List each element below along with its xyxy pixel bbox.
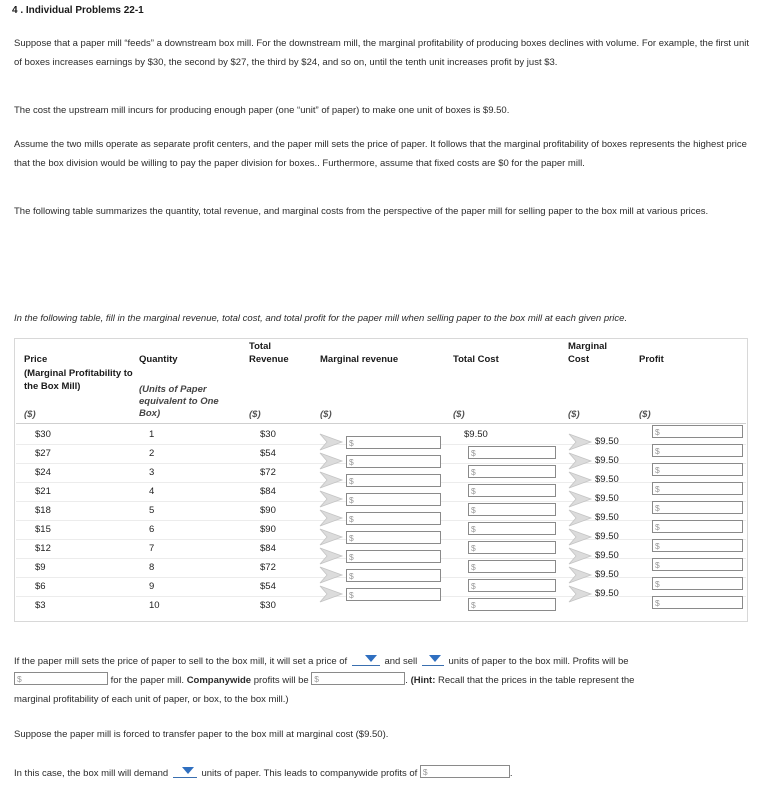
dollar-sign: $: [655, 541, 660, 551]
paper-mill-profit-input[interactable]: $: [14, 672, 108, 685]
cell-price: $21: [35, 486, 51, 497]
total-cost-input[interactable]: [468, 598, 556, 611]
marginal-cost-arrow-icon: [567, 584, 593, 604]
marginal-cost-arrow-icon: [567, 565, 593, 585]
marginal-cost-arrow-icon: [567, 470, 593, 490]
question-2: Suppose the paper mill is forced to transfer paper to the box mill at marginal cost ($9.50).: [14, 729, 389, 740]
dollar-sign: $: [349, 495, 354, 505]
cell-total-revenue: $84: [260, 486, 276, 497]
marginal-arrow-icon: [318, 527, 344, 547]
q3-text-1: In this case, the box mill will demand: [14, 768, 169, 779]
q1-text-3: units of paper to the box mill. Profits will be: [448, 656, 629, 667]
header-price: Price: [24, 354, 48, 365]
header-marginal-revenue: Marginal revenue: [320, 354, 399, 365]
q1-text-5: profits will be: [253, 675, 309, 686]
marginal-cost-arrow-icon: [567, 527, 593, 547]
marginal-revenue-input[interactable]: [346, 569, 441, 582]
total-cost-input[interactable]: [468, 579, 556, 592]
cell-price: $6: [35, 581, 46, 592]
cell-quantity: 8: [149, 562, 155, 573]
dollar-sign: $: [471, 486, 476, 496]
marginal-revenue-input[interactable]: [346, 512, 441, 525]
cell-total-revenue: $72: [260, 562, 276, 573]
marginal-revenue-input[interactable]: [346, 588, 441, 601]
dollar-sign: $: [349, 476, 354, 486]
cell-price: $15: [35, 524, 51, 535]
profit-input[interactable]: [652, 463, 743, 476]
unit-marginal-cost: ($): [568, 409, 580, 420]
cell-quantity: 1: [149, 429, 155, 440]
cell-total-revenue: $84: [260, 543, 276, 554]
profit-input[interactable]: [652, 501, 743, 514]
total-cost-input[interactable]: [468, 560, 556, 573]
dollar-sign: $: [349, 590, 354, 600]
cell-total-revenue: $30: [260, 600, 276, 611]
marginal-revenue-input[interactable]: [346, 493, 441, 506]
cell-price: $3: [35, 600, 46, 611]
question-1: If the paper mill sets the price of paper to sell to the box mill, it will set a price of and sell units of paper to the box mill. Profits will be $ for the paper mill. Companywide profits will be $ . (Hint: Recall that the prices in the table represent the marginal profitability of each unit of paper, or box, to the box mill.): [14, 652, 754, 709]
dollar-sign: $: [655, 446, 660, 456]
unit-profit: ($): [639, 409, 651, 420]
dollar-sign: $: [349, 438, 354, 448]
marginal-arrow-icon: [318, 470, 344, 490]
cell-price: $18: [35, 505, 51, 516]
q3-end: .: [509, 768, 513, 779]
cell-marginal-cost: $9.50: [595, 455, 619, 466]
assumption-paragraph: Assume the two mills operate as separate profit centers, and the paper mill sets the price of paper. It follows that the marginal profitability of boxes represents the highest price that the box division would be willing to pay the paper division for boxes.. Furthermore, assume that fixed costs are $0 for the paper mill.: [14, 139, 747, 169]
total-cost-input[interactable]: [468, 522, 556, 535]
marginal-cost-arrow-icon: [567, 432, 593, 452]
profit-input[interactable]: [652, 558, 743, 571]
dollar-sign: $: [655, 503, 660, 513]
cell-price: $27: [35, 448, 51, 459]
chevron-down-icon: [429, 655, 441, 662]
dollar-sign: $: [349, 571, 354, 581]
cell-price: $24: [35, 467, 51, 478]
cell-quantity: 7: [149, 543, 155, 554]
dollar-sign: $: [349, 514, 354, 524]
total-cost-input[interactable]: [468, 503, 556, 516]
marginal-cost-arrow-icon: [567, 489, 593, 509]
dollar-sign: $: [655, 598, 660, 608]
q1-text-1: If the paper mill sets the price of paper to sell to the box mill, it will set a price of: [14, 656, 348, 667]
cell-marginal-cost: $9.50: [595, 493, 619, 504]
profit-input[interactable]: [652, 539, 743, 552]
cell-price: $30: [35, 429, 51, 440]
cell-quantity: 3: [149, 467, 155, 478]
marginal-arrow-icon: [318, 508, 344, 528]
cell-total-revenue: $30: [260, 429, 276, 440]
unit-total-revenue: ($): [249, 409, 261, 420]
total-cost-input[interactable]: [468, 465, 556, 478]
header-marginal-cost: Marginal Cost: [568, 341, 608, 365]
dollar-sign: $: [471, 562, 476, 572]
cell-marginal-cost: $9.50: [595, 436, 619, 447]
marginal-revenue-input[interactable]: [346, 550, 441, 563]
table-instruction: In the following table, fill in the marginal revenue, total cost, and total profit for the paper mill when selling paper to the box mill at each given price.: [14, 313, 628, 324]
dollar-sign: $: [471, 448, 476, 458]
marginal-arrow-icon: [318, 565, 344, 585]
cell-quantity: 5: [149, 505, 155, 516]
cell-price: $12: [35, 543, 51, 554]
header-total-cost: Total Cost: [453, 354, 499, 365]
q3-text-2: units of paper. This leads to companywide profits of: [201, 768, 418, 779]
cell-quantity: 9: [149, 581, 155, 592]
total-cost-input[interactable]: [468, 446, 556, 459]
cell-quantity: 4: [149, 486, 155, 497]
cell-price: $9: [35, 562, 46, 573]
question-3: [14, 765, 754, 782]
hint-label: (Hint:: [410, 675, 436, 686]
problem-title: 4 . Individual Problems 22-1: [12, 5, 144, 16]
marginal-revenue-input[interactable]: [346, 531, 441, 544]
q1-tail: marginal profitability of each unit of paper, or box, to the box mill.): [14, 694, 289, 705]
dollar-sign: $: [655, 465, 660, 475]
header-quantity-sub: (Units of Paper equivalent to One Box): [139, 384, 219, 419]
cell-total-revenue: $54: [260, 581, 276, 592]
cell-total-revenue: $72: [260, 467, 276, 478]
profit-input[interactable]: [652, 520, 743, 533]
marginal-revenue-input[interactable]: [346, 436, 441, 449]
header-quantity: Quantity: [139, 354, 178, 365]
cell-quantity: 6: [149, 524, 155, 535]
dollar-sign: $: [471, 505, 476, 515]
q1-bold-companywide: Companywide: [186, 675, 252, 686]
cost-paragraph: The cost the upstream mill incurs for producing enough paper (one “unit” of paper) to make one unit of boxes is $9.50.: [14, 105, 510, 116]
dollar-sign: $: [471, 467, 476, 477]
cell-total-revenue: $54: [260, 448, 276, 459]
dollar-sign: $: [349, 457, 354, 467]
marginal-arrow-icon: [318, 451, 344, 471]
marginal-revenue-input[interactable]: [346, 455, 441, 468]
cell-total-revenue: $90: [260, 524, 276, 535]
dollar-sign: $: [349, 552, 354, 562]
cell-marginal-cost: $9.50: [595, 512, 619, 523]
q1-text-4: for the paper mill.: [110, 675, 185, 686]
header-total-revenue: Total Revenue: [249, 341, 289, 365]
intro-paragraph: Suppose that a paper mill “feeds” a downstream box mill. For the downstream mill, the marginal profitability of producing boxes declines with volume. For example, the first unit of boxes increases earnings by $30, the second by $27, the third by $24, and so on, until the tenth unit increases profit by just $3.: [14, 38, 750, 68]
marginal-cost-arrow-icon: [567, 508, 593, 528]
header-profit: Profit: [639, 354, 664, 365]
total-cost-input[interactable]: [468, 541, 556, 554]
dollar-sign: $: [471, 524, 476, 534]
unit-total-cost: ($): [453, 409, 465, 420]
cell-marginal-cost: $9.50: [595, 550, 619, 561]
demand-dropdown[interactable]: [173, 765, 197, 778]
chevron-down-icon: [365, 655, 377, 662]
cell-total-cost: $9.50: [464, 429, 488, 440]
chevron-down-icon: [182, 767, 194, 774]
profit-input[interactable]: [652, 482, 743, 495]
total-cost-input[interactable]: [468, 484, 556, 497]
marginal-arrow-icon: [318, 432, 344, 452]
cell-total-revenue: $90: [260, 505, 276, 516]
cell-marginal-cost: $9.50: [595, 569, 619, 580]
dollar-sign: $: [655, 522, 660, 532]
dollar-sign: $: [471, 581, 476, 591]
unit-marginal-revenue: ($): [320, 409, 332, 420]
unit-price: ($): [24, 409, 36, 420]
q1-text-2: and sell: [384, 656, 418, 667]
cell-quantity: 2: [149, 448, 155, 459]
dollar-sign: $: [655, 427, 660, 437]
dollar-sign: $: [655, 560, 660, 570]
profit-input[interactable]: [652, 596, 743, 609]
cell-marginal-cost: $9.50: [595, 474, 619, 485]
cell-marginal-cost: $9.50: [595, 531, 619, 542]
dollar-sign: $: [471, 600, 476, 610]
cell-marginal-cost: $9.50: [595, 588, 619, 599]
table-summary-paragraph: The following table summarizes the quantity, total revenue, and marginal costs from the perspective of the paper mill for selling paper to the box mill at various prices.: [14, 206, 709, 217]
cell-quantity: 10: [149, 600, 160, 611]
marginal-revenue-input[interactable]: [346, 474, 441, 487]
companywide-profit-input[interactable]: $: [311, 672, 405, 685]
marginal-arrow-icon: [318, 489, 344, 509]
dollar-sign: $: [471, 543, 476, 553]
mc-companywide-profit-input[interactable]: $: [420, 765, 510, 778]
marginal-arrow-icon: [318, 546, 344, 566]
dollar-sign: $: [655, 579, 660, 589]
dollar-sign: $: [655, 484, 660, 494]
profit-input[interactable]: [652, 444, 743, 457]
marginal-arrow-icon: [318, 584, 344, 604]
quantity-dropdown[interactable]: [422, 653, 444, 666]
profit-input[interactable]: [652, 425, 743, 438]
dollar-sign: $: [349, 533, 354, 543]
hint-text: Recall that the prices in the table represent the: [438, 675, 635, 686]
profit-input[interactable]: [652, 577, 743, 590]
marginal-cost-arrow-icon: [567, 451, 593, 471]
header-price-sub: (Marginal Profitability to the Box Mill): [24, 368, 133, 392]
price-dropdown[interactable]: [352, 653, 380, 666]
marginal-cost-arrow-icon: [567, 546, 593, 566]
profit-table: [14, 338, 748, 622]
